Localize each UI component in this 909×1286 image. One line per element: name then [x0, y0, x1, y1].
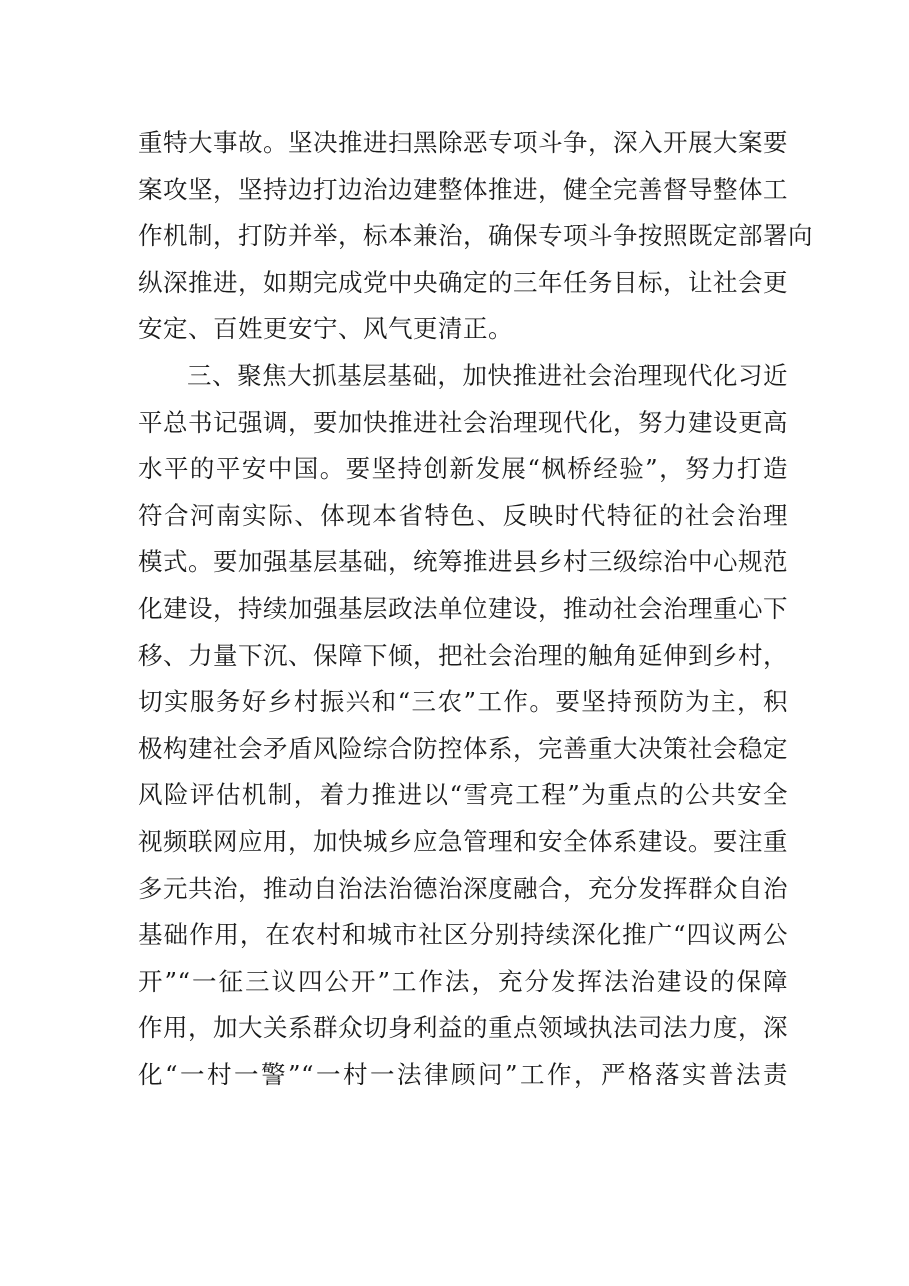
text-line: 作机制，打防并举，标本兼治，确保专项斗争按照既定部署向 [138, 221, 813, 251]
text-line: 化建设，持续加强基层政法单位建设，推动社会治理重心下 [138, 593, 788, 623]
text-line: 切实服务好乡村振兴和“三农”工作。要坚持预防为主，积 [138, 687, 788, 717]
body-text [138, 120, 813, 1098]
text-line: 视频联网应用，加快城乡应急管理和安全体系建设。要注重 [138, 826, 788, 856]
text-line: 风险评估机制，着力推进以“雪亮工程”为重点的公共安全 [138, 780, 788, 810]
text-line: 重特大事故。坚决推进扫黑除恶专项斗争，深入开展大案要 [138, 128, 788, 157]
text-line: 多元共治，推动自治法治德治深度融合，充分发挥群众自治 [138, 873, 788, 903]
text-line: 符合河南实际、体现本省特色、反映时代特征的社会治理 [138, 500, 788, 530]
text-line: 极构建社会矛盾风险综合防控体系，完善重大决策社会稳定 [138, 733, 788, 763]
text-line: 模式。要加强基层基础，统筹推进县乡村三级综治中心规范 [138, 547, 788, 577]
text-line: 化“一村一警”“一村一法律顾问”工作，严格落实普法责 [138, 1059, 788, 1089]
text-line: 开”“一征三议四公开”工作法，充分发挥法治建设的保障 [138, 966, 788, 996]
text-line: 案攻坚，坚持边打边治边建整体推进，健全完善督导整体工 [138, 174, 788, 204]
text-line: 平总书记强调，要加快推进社会治理现代化，努力建设更高 [138, 407, 788, 437]
text-line: 水平的平安中国。要坚持创新发展“枫桥经验”，努力打造 [138, 454, 788, 484]
paragraph-heading-line: 三、聚焦大抓基层基础，加快推进社会治理现代化习近 [187, 360, 788, 390]
text-line: 安定、百姓更安宁、风气更清正。 [138, 314, 513, 344]
text-line: 纵深推进，如期完成党中央确定的三年任务目标，让社会更 [138, 267, 788, 297]
text-line: 基础作用，在农村和城市社区分别持续深化推广“四议两公 [138, 920, 788, 950]
text-line: 移、力量下沉、保障下倾，把社会治理的触角延伸到乡村， [138, 640, 788, 670]
text-line: 作用，加大关系群众切身利益的重点领域执法司法力度，深 [138, 1013, 788, 1043]
